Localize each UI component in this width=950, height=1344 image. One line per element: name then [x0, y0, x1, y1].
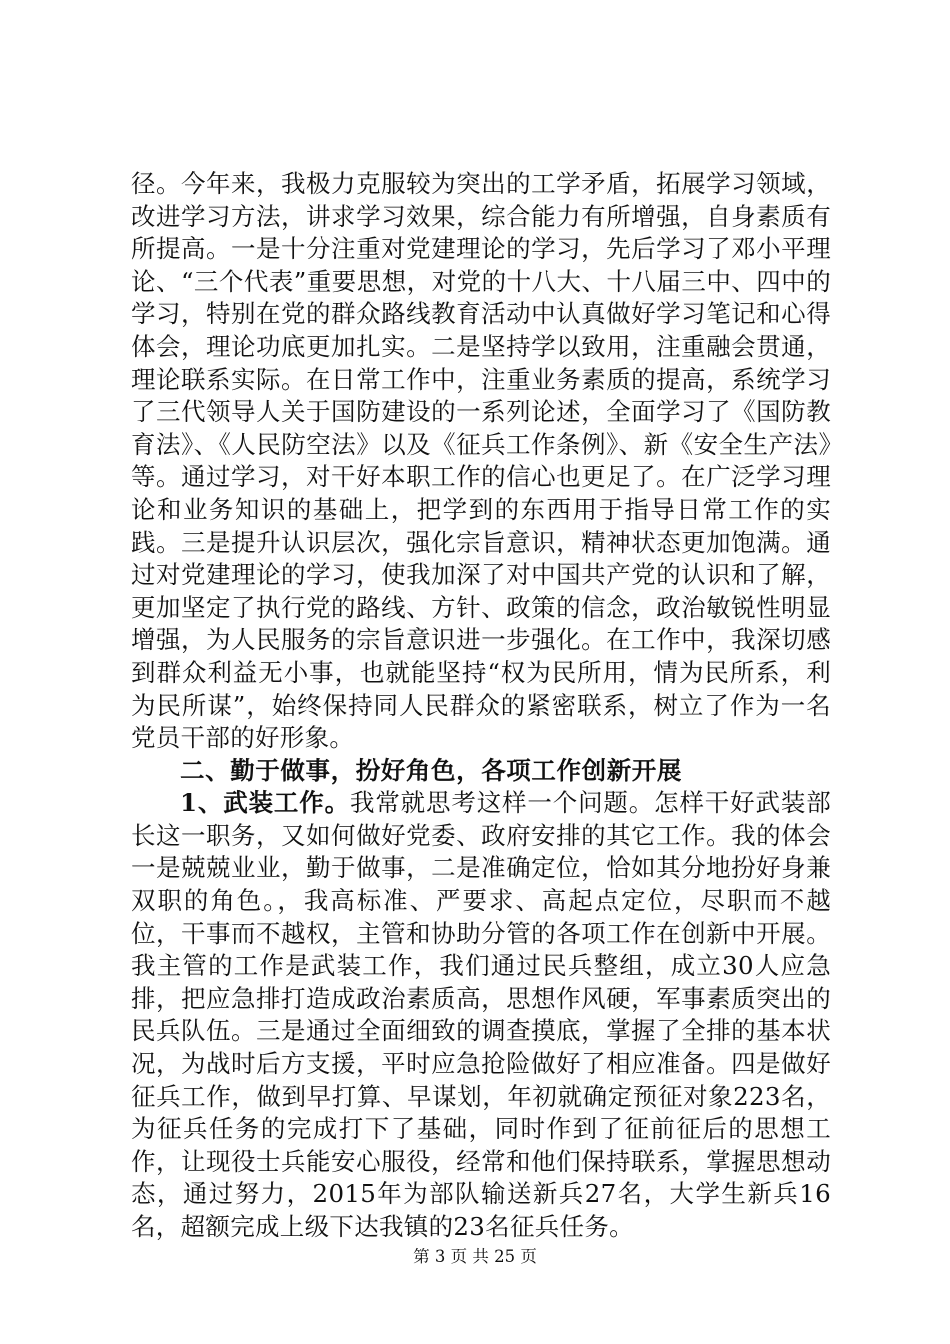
page-number-indicator: 第 3 页 共 25 页	[413, 1247, 537, 1266]
body-paragraph-2	[131, 787, 831, 1243]
paragraph-2-lead: 1、武装工作。	[180, 788, 350, 818]
page-footer	[0, 1243, 950, 1267]
document-body	[131, 168, 831, 1244]
body-paragraph-1: 径。今年来，我极力克服较为突出的工学矛盾，拓展学习领域，改进学习方法，讲求学习效果，综合能力有所增强，自身素质有所提高。一是十分注重对党建理论的学习，先后学习了邓小平理论、“三个代表”重要思想，对党的十八大、十八届三中、四中的学习，特别在党的群众路线教育活动中认真做好学习笔记和心得体会，理论功底更加扎实。二是坚持学以致用，注重融会贯通，理论联系实际。在日常工作中，注重业务素质的提高，系统学习了三代领导人关于国防建设的一系列论述，全面学习了《国防教育法》、《人民防空法》以及《征兵工作条例》、新《安全生产法》等。通过学习，对干好本职工作的信心也更足了。在广泛学习理论和业务知识的基础上，把学到的东西用于指导日常工作的实践。三是提升认识层次，强化宗旨意识，精神状态更加饱满。通过对党建理论的学习，使我加深了对中国共产党的认识和了解，更加坚定了执行党的路线、方针、政策的信念，政治敏锐性明显增强，为人民服务的宗旨意识进一步强化。在工作中，我深切感到群众利益无小事，也就能坚持“权为民所用，情为民所系，利为民所谋”，始终保持同人民群众的紧密联系，树立了作为一名党员干部的好形象。	[131, 169, 831, 753]
section-heading-2: 二、勤于做事，扮好角色，各项工作创新开展	[180, 755, 682, 785]
paragraph-2-text: 我常就思考这样一个问题。怎样干好武装部长这一职务，又如何做好党委、政府安排的其它工作。我的体会一是兢兢业业，勤于做事，二是准确定位，恰如其分地扮好身兼双职的角色。，我高标准、严要求、高起点定位，尽职而不越位，干事而不越权，主管和协助分管的各项工作在创新中开展。我主管的工作是武装工作，我们通过民兵整组，成立30人应急排，把应急排打造成政治素质高，思想作风硬，军事素质突出的民兵队伍。三是通过全面细致的调查摸底，掌握了全排的基本状况，为战时后方支援，平时应急抢险做好了相应准备。四是做好征兵工作，做到早打算、早谋划，年初就确定预征对象223名，为征兵任务的完成打下了基础，同时作到了征前征后的思想工作，让现役士兵能安心服役，经常和他们保持联系，掌握思想动态，通过努力，2015年为部队输送新兵27名，大学生新兵16名，超额完成上级下达我镇的23名征兵任务。	[131, 788, 831, 1241]
